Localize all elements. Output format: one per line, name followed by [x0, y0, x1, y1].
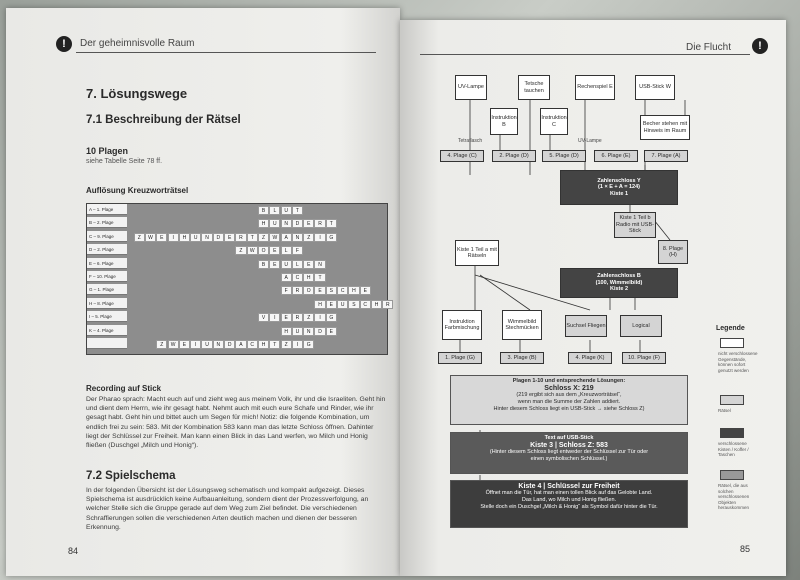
left-page [6, 8, 400, 576]
zahlenschloss-b-kiste: Kiste 2 [609, 286, 629, 293]
crossword-title: Auflösung Kreuzworträtsel [86, 186, 189, 195]
crossword-cell: H [258, 340, 269, 349]
crossword-row-label: G – 1. Plage [87, 284, 127, 295]
crossword-cell: W [145, 233, 156, 242]
plagen-summary-line: (219 ergibt sich aus dem „Kreuzworträtsel“, [516, 392, 622, 398]
schloss-z: Kiste 3 | Schloss Z: 583 [530, 442, 608, 449]
crossword-cell: S [326, 286, 337, 295]
crossword-cell: C [360, 300, 371, 309]
crossword-cell: N [303, 327, 314, 336]
schema-text: In der folgenden Übersicht ist der Lösungsweg schematisch und kompakt aufgezeigt. Dieses Spielschema ist ausdrücklich keine Aufbauanleitung, sondern dient der Prozessverfolgung, an welcher Stelle sich die Gruppe gerade auf dem Weg zum Ziel befindet. Die verschiedenen Schraffierungen sollen die verschiedenen Arten deutlich machen und dienen der besseren Erkennung. [86, 487, 369, 531]
crossword-cell: I [314, 313, 325, 322]
crossword-row-label: C – 9. Plage [87, 231, 127, 242]
crossword-cell: U [337, 300, 348, 309]
freiheit-title: Kiste 4 | Schlüssel zur Freiheit [518, 483, 620, 490]
crossword-cell: H [281, 327, 292, 336]
plage-box: 10. Plage (F) [622, 352, 666, 364]
legend-text: Rätsel [718, 408, 731, 413]
subsection-title-2: 7.2 Spielschema [86, 470, 176, 482]
crossword-cell: E [360, 286, 371, 295]
crossword-cell: H [371, 300, 382, 309]
plage-box: 2. Plage (D) [492, 150, 536, 162]
zahlenschloss-y-title: Zahlenschloss Y [597, 177, 641, 184]
crossword-cell: E [326, 327, 337, 336]
plage-box: 1. Plage (G) [438, 352, 482, 364]
crossword-row-label: I – 5. Plage [87, 311, 127, 322]
kiste-teil-b: Kiste 1 Teil b Radio mit USB-Stick [614, 212, 656, 238]
zahlenschloss-b [560, 268, 678, 298]
crossword-cell: Z [134, 233, 145, 242]
legend-text: nicht verschlossene Gegenstände, können sofort genutzt werden [718, 351, 758, 373]
running-header-right: Die Flucht [686, 42, 732, 53]
recording-text: Der Pharao sprach: Macht euch auf und zieht weg aus meinem Volk, ihr und die Israeliten. Geht hin und dient dem Herrn, wie ihr gesagt habt. Nehmt auch mit euch eure Schafe und Rinder, wie ihr gesagt habt. Geht hin und bittet auch um Segen für mich! Notiz: die folgende Kombination, um endlich frei zu sein: 583. Mit der Kombination 583 kann man das letzte Schloss öffnen. Dahinter liegt der Schlüssel zur Freiheit. Man kann einen Blick in das Land werfen, wo Milch und Honig fließen (Duschgel „Milch und Honig“). [86, 396, 386, 450]
crossword-cell: U [281, 206, 292, 215]
crossword-cell: T [326, 219, 337, 228]
box-uv-lampe: UV-Lampe [455, 75, 487, 100]
crossword-cell: G [326, 233, 337, 242]
page-number-right: 85 [740, 544, 751, 554]
crossword-cell: T [292, 206, 303, 215]
freiheit-line: Das Land, wo Milch und Honig fließen. [521, 497, 617, 503]
crossword-cell: U [281, 260, 292, 269]
crossword-cell: A [281, 233, 292, 242]
crossword-cell: E [269, 246, 280, 255]
freiheit-box [450, 480, 688, 528]
usb-box-title: Text auf USB-Stick [544, 435, 594, 441]
box-instruktion-b: Instruktion B [490, 108, 518, 135]
freiheit-line: Stelle doch ein Duschgel „Milch & Honig“ als Symbol dafür hinter die Tür. [480, 504, 658, 510]
crossword-row-label [87, 338, 127, 349]
exclamation-icon: ! [56, 36, 72, 52]
crossword-cell: G [326, 313, 337, 322]
crossword-cell: I [292, 340, 303, 349]
crossword-cell: H [258, 219, 269, 228]
crossword-cell: Z [156, 340, 167, 349]
crossword-cell: I [314, 233, 325, 242]
box-suchsel: Suchsel Fliegen [565, 315, 607, 337]
crossword-cell: E [303, 219, 314, 228]
recording-title: Recording auf Stick [86, 384, 162, 393]
crossword-cell: I [168, 233, 179, 242]
crossword-cell: E [179, 340, 190, 349]
right-page [400, 20, 786, 576]
crossword-cell: W [269, 233, 280, 242]
crossword-cell: U [292, 327, 303, 336]
crossword-cell: I [190, 340, 201, 349]
crossword-cell: D [213, 233, 224, 242]
crossword-cell: R [292, 286, 303, 295]
crossword-row-label: A – 1. Plage [87, 204, 127, 215]
crossword-cell: Z [235, 246, 246, 255]
section-title: 7. Lösungswege [86, 86, 188, 101]
box-becher: Becher stehen mit Hinweis im Raum [640, 115, 690, 140]
crossword-cell: N [281, 219, 292, 228]
crossword-cell: R [314, 219, 325, 228]
crossword-cell: Z [303, 233, 314, 242]
box-tetsche: Tetsche tauchen [518, 75, 550, 100]
plage-box: 5. Plage (D) [542, 150, 586, 162]
crossword-cell: N [314, 260, 325, 269]
crossword-cell: D [314, 327, 325, 336]
crossword-cell: W [247, 246, 258, 255]
legend-swatch-locked [720, 428, 744, 438]
crossword-cell: D [224, 340, 235, 349]
crossword-cell: G [303, 340, 314, 349]
crossword-cell: E [281, 313, 292, 322]
usb-stick-box [450, 432, 688, 474]
subsection-title-1: 7.1 Beschreibung der Rätsel [86, 114, 241, 126]
crossword-row-label: H – 8. Plage [87, 298, 127, 309]
crossword-cell: E [156, 233, 167, 242]
box-rechenspiel: Rechenspiel E [575, 75, 615, 100]
box-usb-stick: USB-Stick W [635, 75, 675, 100]
header-rule [76, 52, 376, 53]
crossword-cell: U [201, 340, 212, 349]
zahlenschloss-y-kiste: Kiste 1 [609, 190, 629, 197]
crossword-cell: O [303, 286, 314, 295]
crossword-cell: E [303, 260, 314, 269]
crossword-cell: E [326, 300, 337, 309]
crossword-cell: R [292, 313, 303, 322]
exclamation-icon-right: ! [752, 38, 768, 54]
page-number-left: 84 [68, 546, 79, 556]
crossword-cell: U [269, 219, 280, 228]
crossword-cell: I [269, 313, 280, 322]
plage-8: 8. Plage (H) [658, 240, 688, 264]
crossword-cell: F [292, 246, 303, 255]
crossword-cell: C [292, 273, 303, 282]
crossword-cell: N [201, 233, 212, 242]
crossword-cell: D [292, 219, 303, 228]
crossword-cell: E [224, 233, 235, 242]
crossword-cell: Z [303, 313, 314, 322]
plagen-summary-line: Hinter diesem Schloss liegt ein USB-Stick → siehe Schloss Z) [493, 406, 645, 412]
crossword-cell: N [213, 340, 224, 349]
kiste-teil-a: Kiste 1 Teil a mit Rätseln [455, 240, 499, 266]
crossword-cell: V [258, 313, 269, 322]
crossword-cell: H [303, 273, 314, 282]
crossword-cell: F [281, 286, 292, 295]
crossword-cell: N [292, 233, 303, 242]
zahlenschloss-b-title: Zahlenschloss B [597, 273, 641, 280]
crossword-cell: T [247, 233, 258, 242]
crossword-cell: A [235, 340, 246, 349]
freiheit-line: Öffnet man die Tür, hat man einen tollen Blick auf das Gelobte Land. [485, 490, 653, 496]
crossword-cell: H [314, 300, 325, 309]
crossword-cell: S [348, 300, 359, 309]
crossword-cell: L [281, 246, 292, 255]
crossword-cell: C [247, 340, 258, 349]
plage-box: 6. Plage (E) [594, 150, 638, 162]
crossword-cell: E [314, 286, 325, 295]
crossword-cell: L [292, 260, 303, 269]
crossword-cell: T [269, 340, 280, 349]
label-tetraflasch: Tetraflasch [458, 138, 483, 144]
crossword-cell: Z [258, 233, 269, 242]
crossword-row-label: F – 10. Plage [87, 271, 127, 282]
crossword-row-label: E – 6. Plage [87, 258, 127, 269]
box-farbmischung: Instruktion Farbmischung [442, 310, 482, 340]
crossword-cell: R [382, 300, 393, 309]
legend-title: Legende [716, 325, 745, 332]
zahlenschloss-b-note: (100, Wimmelbild) [595, 279, 643, 286]
legend-text: verschlossene Kisten / Koffer / Taschen [718, 441, 749, 457]
plage-box: 4. Plage (C) [440, 150, 484, 162]
crossword-cell: B [258, 206, 269, 215]
crossword-row-label: B – 2. Plage [87, 217, 127, 228]
crossword-cell: U [190, 233, 201, 242]
crossword-cell: L [269, 206, 280, 215]
crossword-cell: H [179, 233, 190, 242]
plagen-summary-line: wenn man die Summe der Zahlen addiert. [517, 399, 621, 405]
usb-box-line: (Hinter diesem Schloss liegt entweder der Schlüssel zur Tür oder [489, 449, 649, 455]
schloss-x: Schloss X: 219 [544, 385, 594, 392]
crossword-cell: T [314, 273, 325, 282]
plagen-ref: siehe Tabelle Seite 78 ff. [86, 158, 163, 165]
plage-box: 4. Plage (K) [568, 352, 612, 364]
crossword-cell: R [235, 233, 246, 242]
plagen-title: 10 Plagen [86, 146, 129, 156]
plage-box: 3. Plage (B) [500, 352, 544, 364]
crossword-cell: A [281, 273, 292, 282]
crossword-grid [86, 203, 388, 355]
legend-swatch-open [720, 338, 744, 348]
zahlenschloss-y-formula: (1 × E + A = 124) [598, 184, 640, 191]
plage-box: 7. Plage (A) [644, 150, 688, 162]
crossword-cell: E [269, 260, 280, 269]
zahlenschloss-y [560, 170, 678, 205]
plagen-summary-title: Plagen 1-10 und entsprechende Lösungen: [512, 378, 626, 384]
legend-swatch-inside [720, 470, 744, 480]
box-wimmelbild: Wimmelbild Stechmücken [502, 310, 542, 340]
legend-swatch-puzzle [720, 395, 744, 405]
box-instruktion-c: Instruktion C [540, 108, 568, 135]
crossword-cell: O [258, 246, 269, 255]
legend-text: Rätsel, die aus solchen verschlossenen Objekten herauskommen [718, 483, 750, 510]
box-logical: Logical [620, 315, 662, 337]
plagen-summary-box [450, 375, 688, 425]
crossword-row-label: K – 4. Plage [87, 325, 127, 336]
crossword-cell: Z [281, 340, 292, 349]
usb-box-line: einen symbolischen Schlüssel.) [530, 456, 608, 462]
crossword-cell: H [348, 286, 359, 295]
crossword-cell: W [168, 340, 179, 349]
crossword-cell: C [337, 286, 348, 295]
label-uv-lampe: UV-Lampe [578, 138, 602, 144]
crossword-cell: B [258, 260, 269, 269]
running-header: Der geheimnisvolle Raum [80, 38, 195, 49]
crossword-row-label: D – 2. Plage [87, 244, 127, 255]
